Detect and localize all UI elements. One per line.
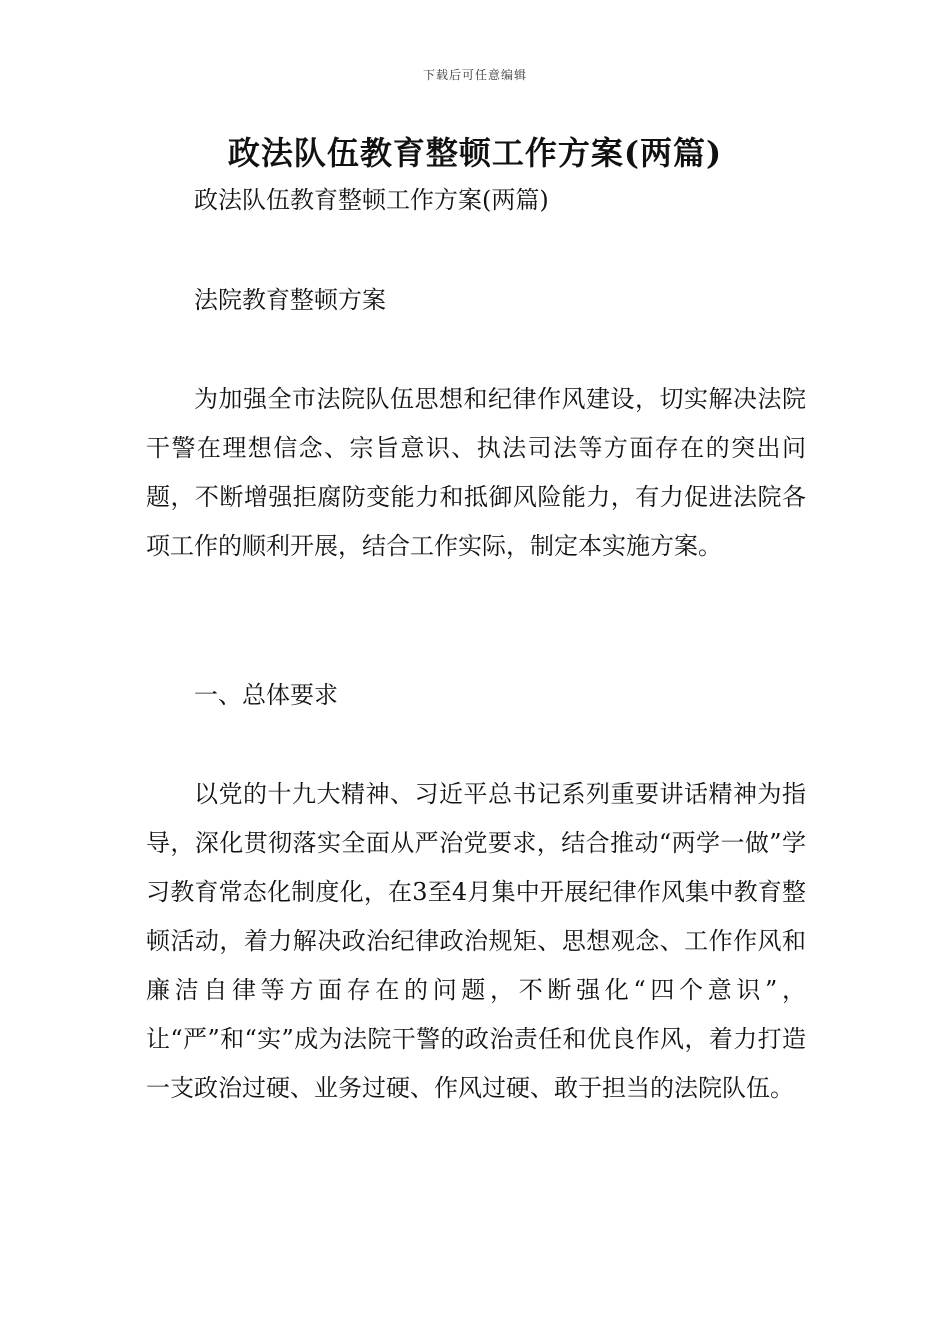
section-one-heading: 一、总体要求 [194, 681, 338, 709]
section-one-paragraph: 以党的十九大精神、习近平总书记系列重要讲话精神为指导，深化贯彻落实全面从严治党要求，结合推动“两学一做”学习教育常态化制度化，在3至4月集中开展纪律作风集中教育整顿活动，着力解决政治纪律政治规矩、思想观念、工作作风和廉洁自律等方面存在的问题，不断强化“四个意识”，让“严”和“实”成为法院干警的政治责任和优良作风，着力打造一支政治过硬、业务过硬、作风过硬、敢于担当的法院队伍。 [146, 780, 806, 1102]
subtitle: 政法队伍教育整顿工作方案(两篇) [194, 186, 549, 214]
court-heading: 法院教育整顿方案 [194, 286, 386, 314]
section-one-paragraph-block [146, 770, 806, 1113]
header-note: 下载后可任意编辑 [422, 68, 527, 82]
document-title: 政法队伍教育整顿工作方案(两篇) [227, 134, 723, 172]
subtitle-block [146, 176, 806, 225]
section-one-heading-block [146, 671, 806, 720]
court-heading-block [146, 276, 806, 325]
intro-paragraph: 为加强全市法院队伍思想和纪律作风建设，切实解决法院干警在理想信念、宗旨意识、执法司法等方面存在的突出问题，不断增强拒腐防变能力和抵御风险能力，有力促进法院各项工作的顺利开展，结合工作实际，制定本实施方案。 [146, 385, 806, 560]
intro-paragraph-block [146, 375, 806, 571]
